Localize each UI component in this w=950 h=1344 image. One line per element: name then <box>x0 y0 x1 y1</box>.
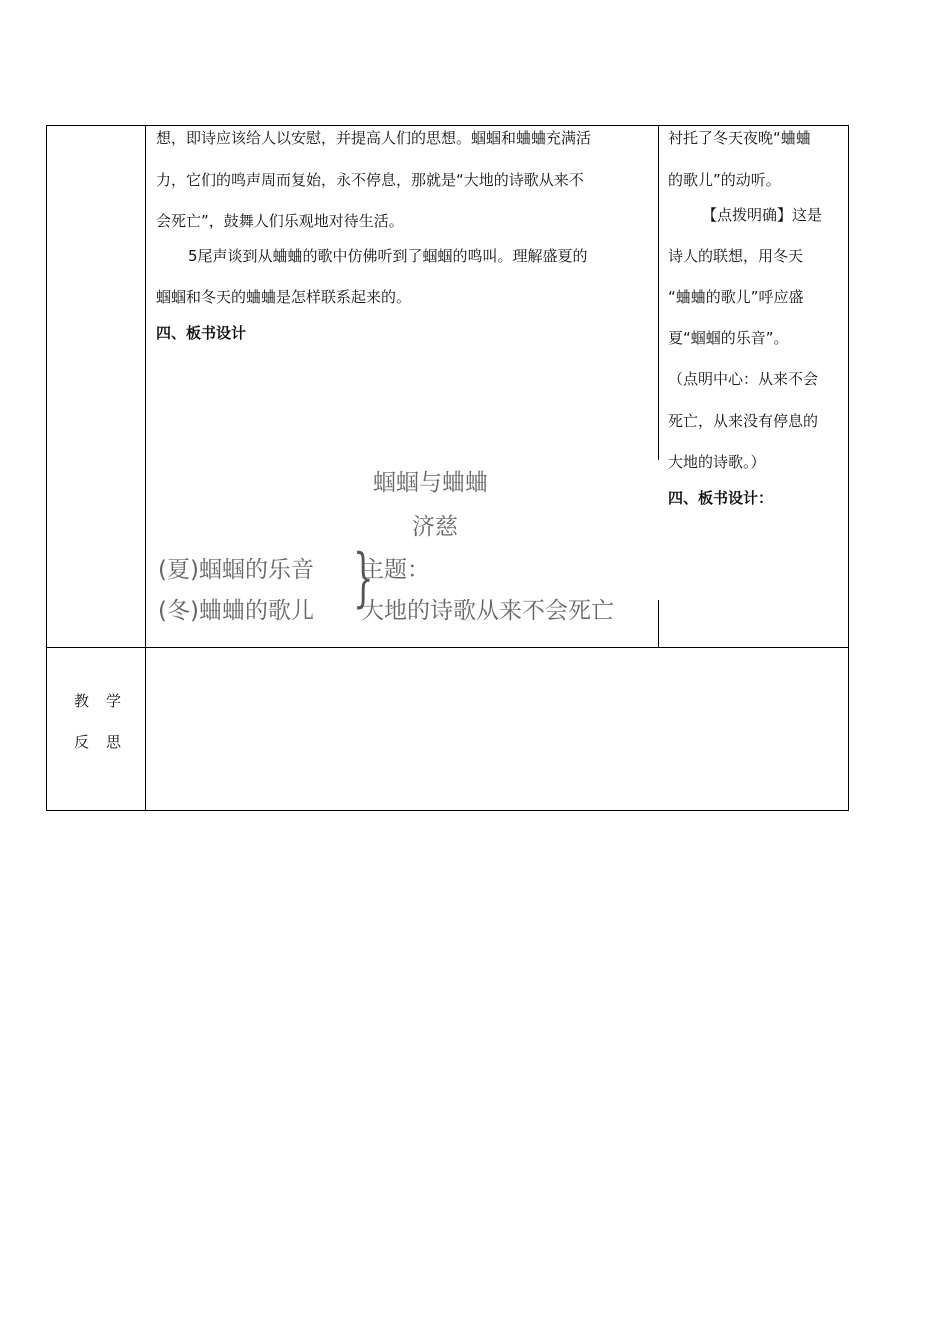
right-heading: 四、板书设计： <box>668 489 774 507</box>
middle-line-2: 力，它们的鸣声周而复始，永不停息，那就是“大地的诗歌从来不 <box>156 171 584 189</box>
board-brace: } <box>353 541 374 615</box>
col2-divider-lower <box>658 600 659 647</box>
reflection-char-2: 学 <box>106 692 122 710</box>
table-left-border <box>46 125 47 811</box>
table-bottom-border <box>46 810 849 811</box>
board-row2-right: 大地的诗歌从来不会死亡 <box>361 598 614 624</box>
table-right-border <box>848 125 849 811</box>
right-line-7: （点明中心：从来不会 <box>668 370 819 388</box>
reflection-char-4: 思 <box>106 733 122 751</box>
board-title: 蝈蝈与蛐蛐 <box>373 470 488 496</box>
right-line-3: 【点拨明确】这是 <box>702 206 823 224</box>
board-row1-left: (夏)蝈蝈的乐音 <box>158 557 314 583</box>
col2-divider-upper <box>658 125 659 460</box>
table-row-divider <box>46 647 849 648</box>
col1-divider <box>145 125 146 811</box>
middle-line-3: 会死亡”，鼓舞人们乐观地对待生活。 <box>156 212 404 230</box>
middle-line-1: 想，即诗应该给人以安慰，并提高人们的思想。蝈蝈和蛐蛐充满活 <box>156 129 592 147</box>
right-line-8: 死亡，从来没有停息的 <box>668 412 819 430</box>
right-line-1: 衬托了冬天夜晚“蛐蛐 <box>668 129 811 147</box>
right-line-5: “蛐蛐的歌儿”呼应盛 <box>668 288 804 306</box>
middle-line-5: 蝈蝈和冬天的蛐蛐是怎样联系起来的。 <box>156 288 412 306</box>
board-author: 济慈 <box>412 514 458 540</box>
board-row1-right: 主题： <box>361 557 430 583</box>
middle-heading: 四、板书设计 <box>156 324 247 342</box>
right-line-4: 诗人的联想，用冬天 <box>668 247 804 265</box>
right-line-6: 夏“蝈蝈的乐音”。 <box>668 329 789 347</box>
reflection-char-3: 反 <box>74 733 90 751</box>
reflection-char-1: 教 <box>74 692 90 710</box>
right-line-9: 大地的诗歌。） <box>668 453 766 471</box>
middle-line-4: 5尾声谈到从蛐蛐的歌中仿佛听到了蝈蝈的鸣叫。理解盛夏的 <box>188 247 588 265</box>
table-top-border <box>46 125 849 126</box>
right-line-2: 的歌儿”的动听。 <box>668 171 781 189</box>
board-row2-left: (冬)蛐蛐的歌儿 <box>158 598 314 624</box>
